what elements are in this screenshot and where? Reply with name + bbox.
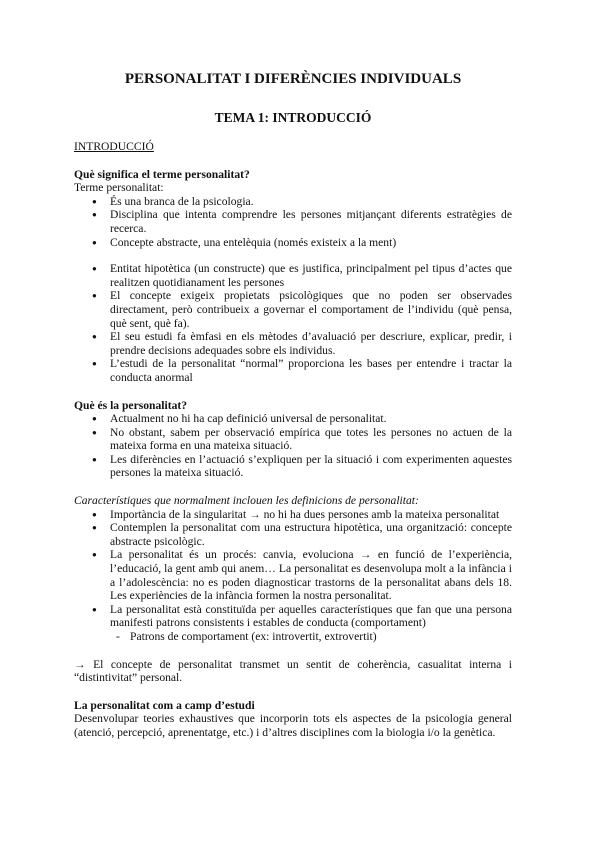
q1-list-a xyxy=(74,195,512,249)
field-heading: La personalitat com a camp d’estudi xyxy=(74,698,255,712)
list-item: ● Concepte abstracte, una entelèquia (només existeix a la ment) xyxy=(110,236,512,250)
q1-list-b xyxy=(74,262,512,384)
document-subtitle: TEMA 1: INTRODUCCIÓ xyxy=(214,110,372,125)
q1-heading: Què significa el terme personalitat? xyxy=(74,167,250,181)
spacer xyxy=(74,644,512,658)
list-item: ● Importància de la singularitat → no hi ha dues persones amb la mateixa personalitat xyxy=(110,508,512,522)
spacer xyxy=(74,685,512,699)
list-item: ● Entitat hipotètica (un constructe) que es justifica, principalment pel tipus d’actes que realitzen quotidianament les persones xyxy=(110,262,512,289)
spacer xyxy=(74,385,512,399)
q2-heading: Què és la personalitat? xyxy=(74,398,188,412)
spacer xyxy=(74,249,512,262)
list-item: ● Actualment no hi ha cap definició universal de personalitat. xyxy=(110,412,512,426)
characteristics-heading: Característiques que normalment inclouen les definicions de personalitat: xyxy=(74,494,419,508)
list-item: ● Disciplina que intenta comprendre les persones mitjançant diferents estratègies de recerca. xyxy=(110,208,512,235)
list-item: ● La personalitat és un procés: canvia, evoluciona → en funció de l’experiència, l’educació, la gent amb qui anem… La personalitat es desenvolupa molt a la infància i a l’adolescència: no es poden diagnosticar trastorns de la personalitat abans dels 18. Les experiències de la infància formen la nostra personalitat. xyxy=(110,548,512,602)
q2-list xyxy=(74,412,512,480)
spacer xyxy=(74,480,512,494)
characteristics-sublist xyxy=(110,630,512,644)
sub-list-item: - Patrons de comportament (ex: introvertit, extrovertit) xyxy=(130,630,512,644)
characteristics-list xyxy=(74,508,512,644)
list-item: ● És una branca de la psicologia. xyxy=(110,195,512,209)
field-text: Desenvolupar teories exhaustives que incorporin tots els aspectes de la psicologia general (atenció, percepció, aprenentatge, etc.) i d’altres disciplines com la biologia i/o la genètica. xyxy=(74,712,512,739)
list-item: ● Les diferències en l’actuació s’expliquen per la situació i com experimenten aquestes persones la mateixa situació. xyxy=(110,453,512,480)
list-item xyxy=(110,603,512,644)
list-item: ● No obstant, sabem per observació empírica que totes les persones no actuen de la mateixa forma en una mateixa situació. xyxy=(110,426,512,453)
list-item-text: La personalitat està constituïda per aquelles característiques que fan que una persona manifesti patrons consistents i estables de conducta (comportament) xyxy=(110,602,512,630)
list-item: ● Contemplen la personalitat com una estructura hipotètica, una organització: concepte abstracte psicològic. xyxy=(110,521,512,548)
list-item: ● L’estudi de la personalitat “normal” proporciona les bases per entendre i tractar la conducta anormal xyxy=(110,357,512,384)
document-title: PERSONALITAT I DIFERÈNCIES INDIVIDUALS xyxy=(124,71,462,87)
list-item: ● El seu estudi fa èmfasi en els mètodes d’avaluació per descriure, explicar, predir, i prendre decisions adequades sobre els individus. xyxy=(110,330,512,357)
list-item: ● El concepte exigeix propietats psicològiques que no poden ser observades directament, però contribueix a governar el comportament de l’individu (què pensa, què sent, què fa). xyxy=(110,289,512,330)
q1-intro: Terme personalitat: xyxy=(74,181,164,195)
arrow-paragraph: → El concepte de personalitat transmet un sentit de coherència, casualitat interna i “distintivitat” personal. xyxy=(74,657,512,685)
section-label: INTRODUCCIÓ xyxy=(74,140,154,153)
